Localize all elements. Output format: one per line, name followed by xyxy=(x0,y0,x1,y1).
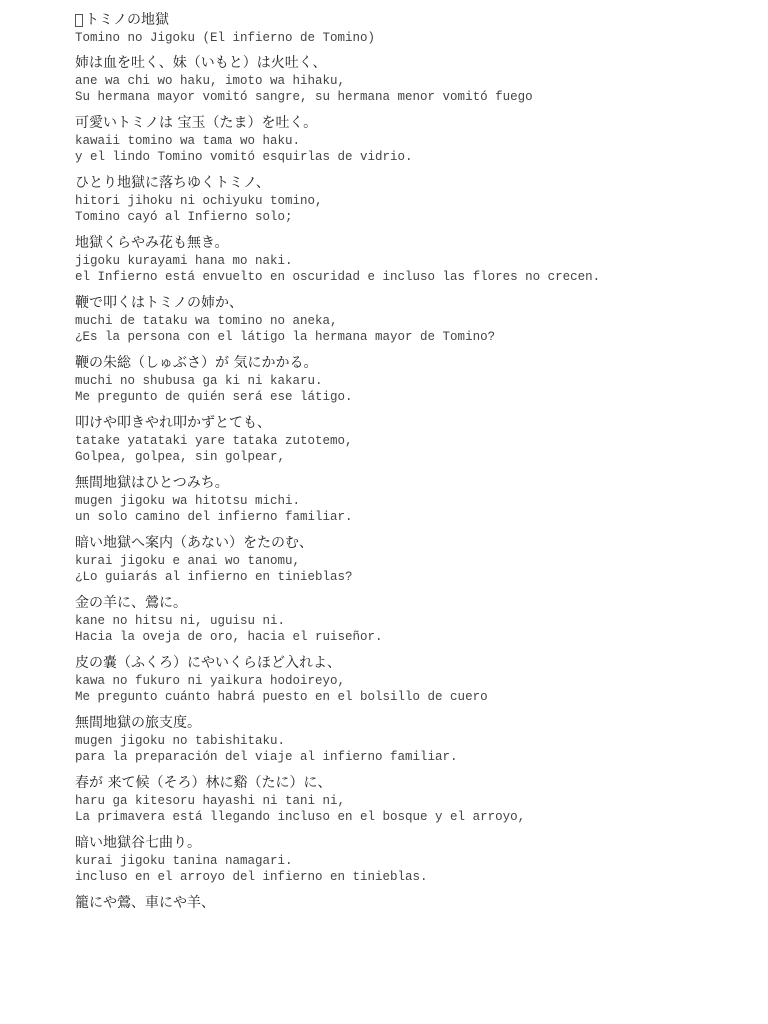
romaji-line: kane no hitsu ni, uguisu ni. xyxy=(75,614,286,628)
japanese-line: 鞭の朱総（しゅぶさ）が 気にかかる。 xyxy=(75,355,318,371)
spanish-line: incluso en el arroyo del infierno en tinieblas. xyxy=(75,869,428,884)
stanza xyxy=(75,533,755,585)
japanese-line: 無間地獄はひとつみち。 xyxy=(75,475,229,491)
stanza xyxy=(75,893,755,914)
stanza xyxy=(75,593,755,645)
stanza xyxy=(75,833,755,885)
stanza xyxy=(75,413,755,465)
spanish-line: Me pregunto cuánto habrá puesto en el bolsillo de cuero xyxy=(75,689,488,704)
stanza xyxy=(75,773,755,825)
spanish-line: Me pregunto de quién será ese látigo. xyxy=(75,389,353,404)
romaji-line: muchi de tataku wa tomino no aneka, xyxy=(75,314,338,328)
japanese-line: 叩けや叩きやれ叩かずとても、 xyxy=(75,415,271,431)
stanza xyxy=(75,353,755,405)
japanese-line: 籠にや鶯、車にや羊、 xyxy=(75,895,215,911)
japanese-line: 暗い地獄谷七曲り。 xyxy=(75,835,201,851)
spanish-line: Golpea, golpea, sin golpear, xyxy=(75,449,286,464)
poem-title-transliteration: Tomino no Jigoku (El infierno de Tomino) xyxy=(75,31,376,45)
spanish-line: Hacia la oveja de oro, hacia el ruiseñor. xyxy=(75,629,383,644)
stanza xyxy=(75,653,755,705)
romaji-line: haru ga kitesoru hayashi ni tani ni, xyxy=(75,794,346,808)
romaji-line: kurai jigoku e anai wo tanomu, xyxy=(75,554,301,568)
stanza xyxy=(75,233,755,285)
romaji-line: mugen jigoku no tabishitaku. xyxy=(75,734,286,748)
stanza xyxy=(75,53,755,105)
stanza xyxy=(75,173,755,225)
japanese-line: 春が 来て候（そろ）林に谿（たに）に、 xyxy=(75,775,332,791)
japanese-line: 皮の嚢（ふくろ）にやいくらほど入れよ、 xyxy=(75,655,341,671)
romaji-line: muchi no shubusa ga ki ni kakaru. xyxy=(75,374,323,388)
spanish-line: ¿Es la persona con el látigo la hermana mayor de Tomino? xyxy=(75,329,496,344)
japanese-line: 地獄くらやみ花も無き。 xyxy=(75,235,229,251)
spanish-line: Tomino cayó al Infierno solo; xyxy=(75,209,293,224)
romaji-line: kurai jigoku tanina namagari. xyxy=(75,854,293,868)
romaji-line: tatake yatataki yare tataka zutotemo, xyxy=(75,434,353,448)
japanese-line: 可愛いトミノは 宝玉（たま）を吐く。 xyxy=(75,115,318,131)
poem-document xyxy=(75,10,755,922)
spanish-line: Su hermana mayor vomitó sangre, su hermana menor vomitó fuego xyxy=(75,89,533,104)
spanish-line: el Infierno está envuelto en oscuridad e incluso las flores no crecen. xyxy=(75,269,601,284)
poem-title-japanese: トミノの地獄 xyxy=(85,12,169,28)
spanish-line: un solo camino del infierno familiar. xyxy=(75,509,353,524)
missing-glyph-icon xyxy=(75,14,83,27)
romaji-line: kawaii tomino wa tama wo haku. xyxy=(75,134,301,148)
stanza xyxy=(75,473,755,525)
spanish-line: para la preparación del viaje al infierno familiar. xyxy=(75,749,458,764)
spanish-line: ¿Lo guiarás al infierno en tinieblas? xyxy=(75,569,353,584)
romaji-line: hitori jihoku ni ochiyuku tomino, xyxy=(75,194,323,208)
romaji-line: kawa no fukuro ni yaikura hodoireyo, xyxy=(75,674,346,688)
romaji-line: ane wa chi wo haku, imoto wa hihaku, xyxy=(75,74,346,88)
spanish-line: La primavera está llegando incluso en el bosque y el arroyo, xyxy=(75,809,526,824)
romaji-line: mugen jigoku wa hitotsu michi. xyxy=(75,494,301,508)
poem-title xyxy=(75,10,755,30)
stanza xyxy=(75,113,755,165)
japanese-line: 暗い地獄へ案内（あない）をたのむ、 xyxy=(75,535,313,551)
romaji-line: jigoku kurayami hana mo naki. xyxy=(75,254,293,268)
poem-title-block xyxy=(75,10,755,46)
japanese-line: 無間地獄の旅支度。 xyxy=(75,715,201,731)
stanza xyxy=(75,713,755,765)
japanese-line: 金の羊に、鶯に。 xyxy=(75,595,187,611)
japanese-line: 鞭で叩くはトミノの姉か、 xyxy=(75,295,243,311)
japanese-line: ひとり地獄に落ちゆくトミノ、 xyxy=(75,175,270,191)
stanza xyxy=(75,293,755,345)
japanese-line: 姉は血を吐く、妹（いもと）は火吐く、 xyxy=(75,55,327,71)
spanish-line: y el lindo Tomino vomitó esquirlas de vidrio. xyxy=(75,149,413,164)
